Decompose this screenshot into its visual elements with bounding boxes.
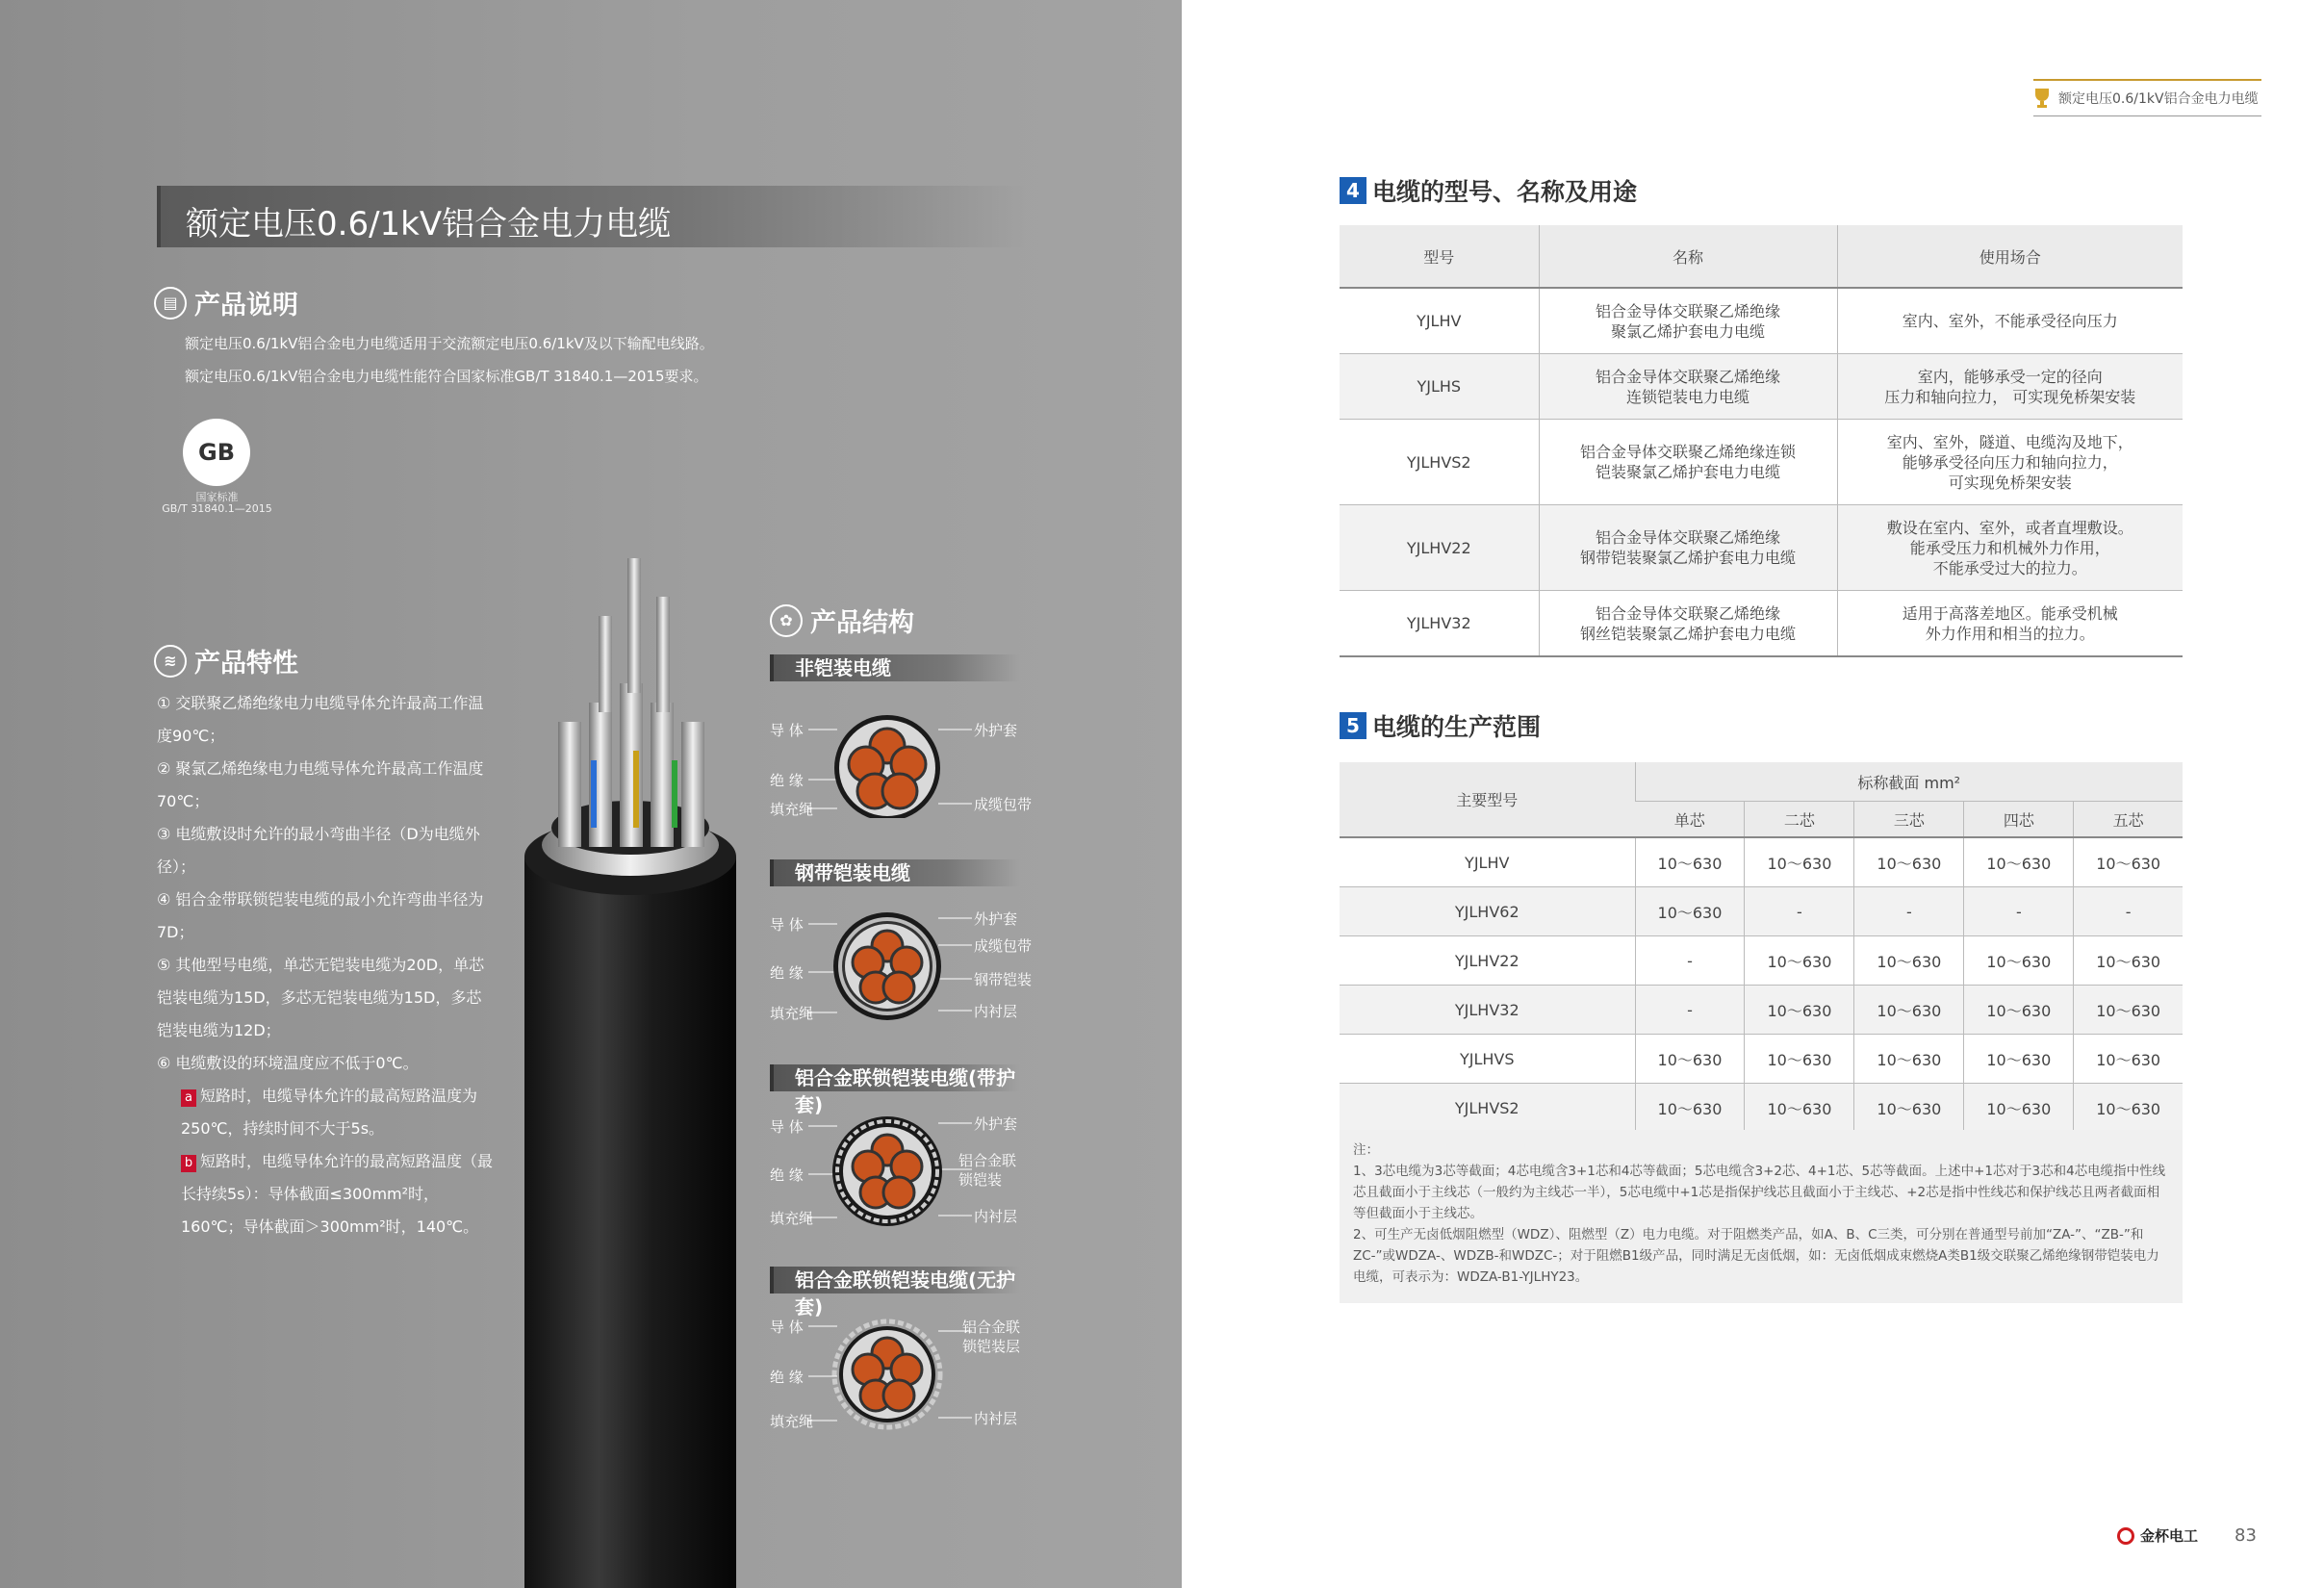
- section-4-heading: [1340, 173, 1637, 208]
- page-title: 额定电压0.6/1kV铝合金电力电缆: [186, 205, 672, 243]
- table-row: YJLHS 铝合金导体交联聚乙烯绝缘 连锁铠装电力电缆 室内，能够承受一定的径向 压力和轴向拉力， 可实现免桥架安装: [1340, 354, 2183, 420]
- d1-left-1: 导 体: [770, 722, 804, 739]
- table-row: YJLHV32 - 10～630 10～630 10～630 10～630: [1340, 986, 2183, 1035]
- section-4-title: 电缆的型号、名称及用途: [1372, 178, 1638, 206]
- d2-left-3: 填充绳: [770, 1005, 814, 1022]
- table-row: YJLHV22 - 10～630 10～630 10～630 10～630: [1340, 936, 2183, 986]
- feature-item-4: ④ 铝合金带联锁铠装电缆的最小允许弯曲半径为7D；: [157, 890, 484, 941]
- sub-a-tag: a: [181, 1089, 196, 1107]
- note-2: 2、可生产无卤低烟阻燃型（WDZ）、阻燃型（Z）电力电缆。对于阻燃类产品，如A、B、C三类，可分别在普通型号前加“ZA-”、“ZB-”和ZC-”或WDZA-、WDZB-和WDZC-；对于阻燃B1级产品，同时满足无卤低烟，如：无卤低烟成束燃烧A类B1级交联聚乙烯绝缘钢带铠装电力电缆，可表示为：WDZA-B1-YJLHY23。: [1353, 1227, 2159, 1285]
- trophy-icon: [2033, 88, 2051, 109]
- d4-left-3: 填充绳: [770, 1413, 814, 1430]
- diagram-4-title: 铝合金联锁铠装电缆(无护套): [770, 1267, 1020, 1293]
- d2-right-2: 成缆包带: [974, 937, 1033, 955]
- logo-text: 金杯电工: [2140, 1527, 2199, 1545]
- intro-heading: ▤ 产品说明: [154, 284, 298, 321]
- gb-caption-2: GB/T 31840.1—2015: [162, 502, 272, 515]
- d2-left-2: 绝 缘: [770, 964, 804, 982]
- gb-standard-badge: GB: [183, 419, 250, 486]
- feature-sub-a: a 短路时，电缆导体允许的最高短路温度为250℃，持续时间不大于5s。: [181, 1087, 478, 1138]
- page-number: 83: [2235, 1525, 2257, 1546]
- notes-label: 注：: [1353, 1142, 1379, 1158]
- intro-line-2: 额定电压0.6/1kV铝合金电力电缆性能符合国家标准GB/T 31840.1—2015要求。: [185, 368, 708, 385]
- model-table: [1340, 225, 2183, 657]
- feature-sub-b: b 短路时，电缆导体允许的最高短路温度（最长持续5s）：导体截面≤300mm²时，160℃；导体截面＞300mm²时，140℃。: [181, 1152, 494, 1236]
- feature-item-3: ③ 电缆敷设时允许的最小弯曲半径（D为电缆外径）；: [157, 825, 480, 876]
- d4-right-2: 锁铠装层: [962, 1338, 1021, 1355]
- table-row: YJLHV62 10～630 - - - -: [1340, 887, 2183, 936]
- table-row: YJLHV 10～630 10～630 10～630 10～630 10～630: [1340, 837, 2183, 887]
- intro-line-1: 额定电压0.6/1kV铝合金电力电缆适用于交流额定电压0.6/1kV及以下输配电线路。: [185, 335, 714, 352]
- running-header: [2033, 79, 2261, 116]
- structure-heading: ✿ 产品结构: [770, 602, 914, 639]
- d3-left-2: 绝 缘: [770, 1166, 804, 1184]
- diagram-3-title: 铝合金联锁铠装电缆(带护套): [770, 1064, 1020, 1091]
- col-name: 名称: [1539, 225, 1837, 288]
- logo-icon: [2117, 1527, 2134, 1545]
- feature-item-1: ① 交联聚乙烯绝缘电力电缆导体允许最高工作温度90℃；: [157, 694, 484, 745]
- feature-item-6: ⑥ 电缆敷设的环境温度应不低于0℃。: [157, 1054, 419, 1072]
- diagram-2: [770, 907, 1033, 1022]
- running-header-text: 额定电压0.6/1kV铝合金电力电缆: [2058, 91, 2259, 107]
- sub-b-tag: b: [181, 1155, 196, 1172]
- feature-item-2: ② 聚氯乙烯绝缘电力电缆导体允许最高工作温度70℃；: [157, 759, 484, 810]
- table-row: YJLHVS2 10～630 10～630 10～630 10～630 10～630: [1340, 1084, 2183, 1134]
- document-icon: ▤: [154, 287, 187, 320]
- structure-icon: ✿: [770, 604, 803, 637]
- section-5-title: 电缆的生产范围: [1372, 713, 1542, 741]
- d2-right-1: 外护套: [974, 910, 1018, 928]
- col-nominal-section: 标称截面 mm²: [1635, 762, 2183, 802]
- d1-right-1: 外护套: [974, 722, 1018, 739]
- note-1: 1、3芯电缆为3芯等截面；4芯电缆含3+1芯和4芯等截面；5芯电缆含3+2芯、4+1芯、5芯等截面。上述中+1芯对于3芯和4芯电缆指中性线芯且截面小于主线芯（一般约为主线芯一半），5芯电缆中+1芯是指保护线芯且截面小于主线芯、+2芯是指中性线芯和保护线芯且两者截面相等但截面小于主线芯。: [1353, 1164, 2166, 1221]
- diagram-1: [770, 703, 1033, 818]
- d1-right-2: 成缆包带: [974, 796, 1033, 813]
- brand-logo: [2117, 1525, 2198, 1546]
- section-4-number: 4: [1340, 177, 1366, 204]
- table-row: YJLHV 铝合金导体交联聚乙烯绝缘 聚氯乙烯护套电力电缆 室内、室外，不能承受径向压力: [1340, 288, 2183, 354]
- d3-right-1: 外护套: [974, 1115, 1018, 1133]
- table-row: YJLHV22 铝合金导体交联聚乙烯绝缘 钢带铠装聚氯乙烯护套电力电缆 敷设在室内、室外，或者直埋敷设。 能承受压力和机械外力作用， 不能承受过大的拉力。: [1340, 505, 2183, 591]
- table-row: YJLHVS 10～630 10～630 10～630 10～630 10～630: [1340, 1035, 2183, 1084]
- col-use: 使用场合: [1837, 225, 2183, 288]
- gb-caption-1: 国家标准: [195, 491, 239, 503]
- table-notes: [1340, 1130, 2183, 1303]
- d1-left-3: 填充绳: [770, 801, 814, 818]
- features-heading: ≋ 产品特性: [154, 642, 298, 679]
- d3-right-2: 铝合金联: [958, 1152, 1017, 1169]
- diagram-2-title: 钢带铠装电缆: [770, 859, 1020, 886]
- d4-left-2: 绝 缘: [770, 1369, 804, 1386]
- col-model: 型号: [1340, 225, 1539, 288]
- section-5-heading: [1340, 708, 1541, 743]
- d2-right-4: 内衬层: [974, 1003, 1018, 1020]
- feature-icon: ≋: [154, 645, 187, 678]
- table-row: YJLHVS2 铝合金导体交联聚乙烯绝缘连锁 铠装聚氯乙烯护套电力电缆 室内、室外，隧道、电缆沟及地下， 能够承受径向压力和轴向拉力， 可实现免桥架安装: [1340, 420, 2183, 505]
- d4-left-1: 导 体: [770, 1319, 804, 1336]
- d3-left-3: 填充绳: [770, 1210, 814, 1227]
- d4-right-1: 铝合金联: [962, 1319, 1021, 1336]
- cable-illustration: [520, 539, 741, 1588]
- diagram-3: [770, 1112, 1030, 1227]
- feature-item-5: ⑤ 其他型号电缆，单芯无铠装电缆为20D，单芯铠装电缆为15D，多芯无铠装电缆为15D，多芯铠装电缆为12D；: [157, 956, 485, 1039]
- d4-right-3: 内衬层: [974, 1410, 1018, 1427]
- d3-left-1: 导 体: [770, 1118, 804, 1136]
- table-row: YJLHV32 铝合金导体交联聚乙烯绝缘 钢丝铠装聚氯乙烯护套电力电缆 适用于高落差地区。能承受机械 外力作用和相当的拉力。: [1340, 591, 2183, 657]
- d2-right-3: 钢带铠装: [974, 971, 1033, 988]
- col-main-model: 主要型号: [1340, 762, 1635, 837]
- production-range-table: 主要型号 标称截面 mm² 单芯 二芯 三芯 四芯 五芯 YJLHV 10～630 10～630 10～630 10～630 10～630 YJLHV62 10～630 - - - - YJLHV22 - 10～630 10～630 10～630 10～630 YJLHV32 - 10～630 10～630 10～630 10～630 YJLHVS 10～630 10～630 10～630 10～630 10～630 YJLHVS2 10～630 10～630 10～630 10～630 10～630: [1340, 762, 2183, 1134]
- model-table-header: [1340, 225, 2183, 288]
- page-title-bar: [157, 186, 1027, 247]
- diagram-4: [770, 1317, 1030, 1432]
- d3-right-3: 锁铠装: [958, 1171, 1003, 1189]
- d1-left-2: 绝 缘: [770, 772, 804, 789]
- section-5-number: 5: [1340, 712, 1366, 739]
- d3-right-4: 内衬层: [974, 1208, 1018, 1225]
- diagram-1-title: 非铠装电缆: [770, 654, 1020, 681]
- d2-left-1: 导 体: [770, 916, 804, 934]
